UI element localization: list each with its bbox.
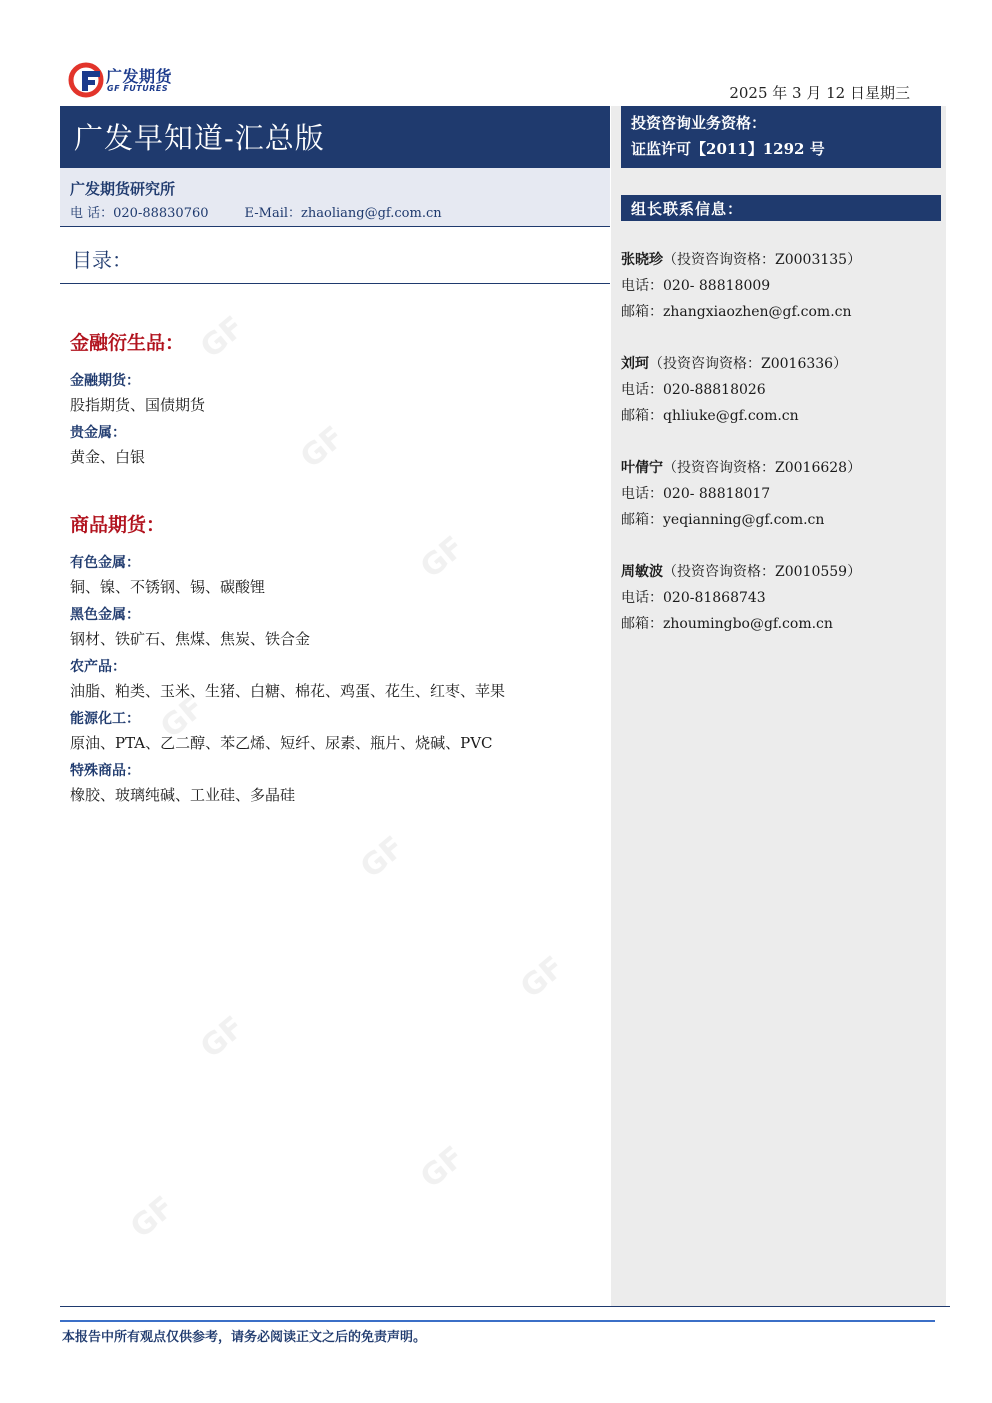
gf-logo-icon	[68, 62, 104, 98]
contact-qualification: （投资咨询资格：Z0010559）	[663, 564, 862, 580]
contact-phone-label: 电话：	[621, 382, 663, 398]
contact-phone-label: 电话：	[621, 278, 663, 294]
category-items: 钢材、铁矿石、焦煤、焦炭、铁合金	[70, 630, 311, 648]
gf-futures-logo	[68, 60, 198, 100]
category-label: 有色金属：	[70, 555, 140, 571]
contact-name: 叶倩宁	[621, 460, 663, 476]
footer-accent-line	[60, 1320, 935, 1322]
watermark-logo: GF	[194, 1009, 252, 1066]
contact-qualification: （投资咨询资格：Z0016336）	[649, 356, 848, 372]
toc-divider	[60, 283, 610, 284]
contact-phone: 020-88818026	[663, 382, 766, 398]
category-label: 农产品：	[70, 659, 126, 675]
footer-disclaimer: 本报告中所有观点仅供参考，请务必阅读正文之后的免责声明。	[62, 1330, 427, 1345]
contact-email-link[interactable]: zhangxiaozhen@gf.com.cn	[663, 304, 852, 320]
logo-text-cn: 广发期货	[106, 67, 173, 86]
watermark-logo: GF	[414, 1139, 472, 1196]
category-label: 金融期货：	[70, 373, 140, 389]
contact-email-label: 邮箱：	[621, 408, 663, 424]
contact-qualification: （投资咨询资格：Z0016628）	[663, 460, 862, 476]
contact-card	[621, 455, 941, 533]
contact-card	[621, 247, 941, 325]
category-items: 股指期货、国债期货	[70, 396, 206, 414]
category-items: 黄金、白银	[70, 448, 146, 466]
group-contact-heading: 组长联系信息：	[631, 200, 744, 218]
title-banner	[60, 106, 610, 168]
contact-email-link[interactable]: yeqianning@gf.com.cn	[663, 512, 825, 528]
watermark-logo: GF	[194, 309, 252, 366]
institute-name: 广发期货研究所	[70, 180, 176, 198]
report-date: 2025 年 3 月 12 日星期三	[729, 84, 910, 102]
contact-name: 刘珂	[621, 356, 649, 372]
category-label: 黑色金属：	[70, 607, 140, 623]
watermark-logo: GF	[294, 419, 352, 476]
section-title-commodity: 商品期货：	[70, 514, 166, 536]
watermark-logo: GF	[514, 949, 572, 1006]
qualification-box	[621, 106, 941, 168]
watermark-logo: GF	[414, 529, 472, 586]
category-items: 油脂、粕类、玉米、生猪、白糖、棉花、鸡蛋、花生、红枣、苹果	[70, 682, 506, 700]
category-label: 贵金属：	[70, 425, 126, 441]
institute-contact	[70, 202, 442, 221]
qualification-line-1: 投资咨询业务资格：	[631, 114, 767, 132]
category-items: 橡胶、玻璃纯碱、工业硅、多晶硅	[70, 786, 296, 804]
contact-card	[621, 559, 941, 637]
watermark-logo: GF	[154, 689, 212, 746]
contact-phone-label: 电话：	[621, 590, 663, 606]
contact-name: 周敏波	[621, 564, 663, 580]
phone-value: 020-88830760	[113, 206, 209, 221]
contact-email-link[interactable]: qhliuke@gf.com.cn	[663, 408, 799, 424]
contact-email-label: 邮箱：	[621, 512, 663, 528]
email-label: E-Mail：	[244, 206, 302, 221]
group-contact-bar	[621, 195, 941, 221]
report-title: 广发早知道-汇总版	[74, 121, 325, 155]
contact-phone: 020-81868743	[663, 590, 766, 606]
category-items: 原油、PTA、乙二醇、苯乙烯、短纤、尿素、瓶片、烧碱、PVC	[70, 734, 493, 752]
contact-phone-label: 电话：	[621, 486, 663, 502]
email-link[interactable]: zhaoliang@gf.com.cn	[301, 206, 442, 221]
watermark-logo: GF	[354, 829, 412, 886]
contact-card	[621, 351, 941, 429]
contact-email-link[interactable]: zhoumingbo@gf.com.cn	[663, 616, 833, 632]
institute-info	[60, 168, 610, 227]
contact-name: 张晓珍	[621, 252, 663, 268]
category-label: 能源化工：	[70, 711, 140, 727]
footer-divider	[60, 1306, 950, 1307]
watermark-logo: GF	[124, 1189, 182, 1246]
contact-phone: 020- 88818009	[663, 278, 771, 294]
contact-email-label: 邮箱：	[621, 616, 663, 632]
qualification-line-2: 证监许可【2011】1292 号	[631, 140, 825, 158]
phone-label: 电 话：	[70, 206, 114, 221]
section-title-financial: 金融衍生品：	[70, 332, 185, 354]
contact-phone: 020- 88818017	[663, 486, 771, 502]
category-items: 铜、镍、不锈钢、锡、碳酸锂	[70, 578, 266, 596]
toc-heading: 目录：	[72, 248, 132, 272]
contact-qualification: （投资咨询资格：Z0003135）	[663, 252, 862, 268]
contact-email-label: 邮箱：	[621, 304, 663, 320]
logo-text-en: GF FUTURES	[107, 84, 169, 93]
category-label: 特殊商品：	[70, 763, 140, 779]
